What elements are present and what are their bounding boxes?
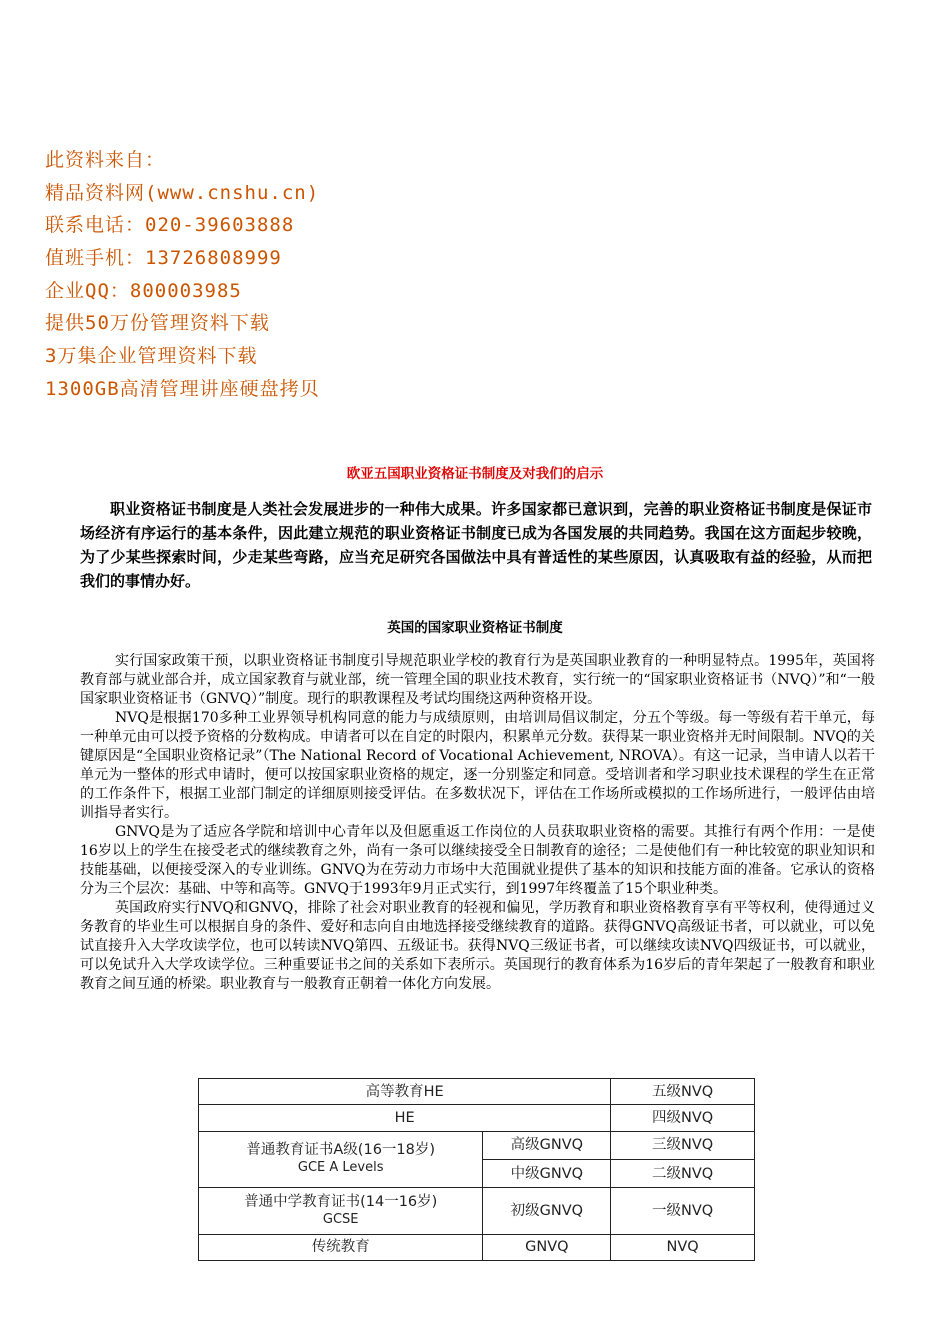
promo-line: 此资料来自： xyxy=(45,149,166,171)
table-cell: 五级NVQ xyxy=(611,1079,755,1105)
certificate-relation-table xyxy=(198,1078,755,1261)
body-paragraph: NVQ是根据170多种工业界领导机构同意的能力与成绩原则，由培训局倡议制定，分五个等级。每一等级有若干单元，每一种单元由可以授予资格的分数构成。申请者可以在自定的时限内，积累单元分数。获得某一职业资格并无时间限制。NVQ的关键原因是“全国职业资格记录”（The National Record of Vocational Achievement, NROVA）。有这一记录，当申请人以若干单元为一整体的形式申请时，便可以按国家职业资格的规定，逐一分别鉴定和同意。受培训者和学习职业技术课程的学生在正常的工作条件下，根据工业部门制定的详细原则接受评估。在多数状况下，评估在工作场所或模拟的工作场所进行，一般评估由培训指导者实行。 xyxy=(80,710,875,821)
table-cell: 高等教育HE xyxy=(199,1079,611,1105)
section-title: 英国的国家职业资格证书制度 xyxy=(387,620,563,636)
table-cell: HE xyxy=(199,1105,611,1131)
promo-line: 3万集企业管理资料下载 xyxy=(45,345,258,368)
body-paragraph: GNVQ是为了适应各学院和培训中心青年以及但愿重返工作岗位的人员获取职业资格的需要。其推行有两个作用：一是使16岁以上的学生在接受老式的继续教育之外，尚有一条可以继续接受全日制教育的途径；二是使他们有一种比较宽的职业知识和技能基础，以便接受深入的专业训练。GNVQ为在劳动力市场中大范围就业提供了基本的知识和技能方面的准备。它承认的资格分为三个层次：基础、中等和高等。GNVQ于1993年9月正式实行，到1997年终覆盖了15个职业种类。 xyxy=(80,824,875,897)
table-cell: 中级GNVQ xyxy=(483,1159,611,1187)
gce-a-label: 普通教育证书A级(16一18岁) xyxy=(246,1142,436,1159)
table-cell: GNVQ xyxy=(483,1234,611,1260)
table-cell: 二级NVQ xyxy=(611,1159,755,1187)
table-row xyxy=(199,1079,755,1105)
section-body xyxy=(80,652,875,994)
gcse-english: GCSE xyxy=(322,1211,359,1227)
document-title: 欧亚五国职业资格证书制度及对我们的启示 xyxy=(346,466,604,482)
intro-paragraph: 职业资格证书制度是人类社会发展进步的一种伟大成果。许多国家都已意识到，完善的职业资格证书制度是保证市场经济有序运行的基本条件，因此建立规范的职业资格证书制度已成为各国发展的共同趋势。我国在这方面起步较晚，为了少某些探索时间，少走某些弯路，应当充足研究各国做法中具有普适性的某些原因，认真吸取有益的经验，从而把我们的事情办好。 xyxy=(80,500,872,590)
promo-line: 企业QQ：800003985 xyxy=(45,279,242,302)
table-cell: 高级GNVQ xyxy=(483,1131,611,1159)
table-cell: 三级NVQ xyxy=(611,1131,755,1159)
table-cell: 初级GNVQ xyxy=(483,1188,611,1235)
promo-line: 提供50万份管理资料下载 xyxy=(45,312,270,335)
promo-line: 值班手机：13726808999 xyxy=(45,247,282,270)
table-row xyxy=(199,1105,755,1131)
table-cell xyxy=(199,1131,483,1188)
promo-block xyxy=(45,144,320,406)
table-row xyxy=(199,1188,755,1235)
table-cell: 一级NVQ xyxy=(611,1188,755,1235)
table-cell: 四级NVQ xyxy=(611,1105,755,1131)
body-paragraph: 实行国家政策干预，以职业资格证书制度引导规范职业学校的教育行为是英国职业教育的一种明显特点。1995年，英国将教育部与就业部合并，成立国家教育与就业部，统一管理全国的职业技术教育，实行统一的“国家职业资格证书（NVQ）”和“一般国家职业资格证书（GNVQ）”制度。现行的职教课程及考试均围绕这两种资格开设。 xyxy=(80,653,875,707)
gce-a-english: GCE A Levels xyxy=(297,1160,384,1176)
table-row xyxy=(199,1131,755,1159)
table-row xyxy=(199,1234,755,1260)
table-cell: NVQ xyxy=(611,1234,755,1260)
promo-line: 精品资料网(www.cnshu.cn) xyxy=(45,181,320,204)
gcse-label: 普通中学教育证书(14一16岁) xyxy=(244,1193,438,1210)
table-cell xyxy=(199,1188,483,1235)
promo-line: 1300GB高清管理讲座硬盘拷贝 xyxy=(45,377,320,400)
body-paragraph: 英国政府实行NVQ和GNVQ，排除了社会对职业教育的轻视和偏见，学历教育和职业资格教育享有平等权利，使得通过义务教育的毕业生可以根据自身的条件、爱好和志向自由地选择接受继续教育的道路。获得GNVQ高级证书者，可以就业，可以免试直接升入大学攻读学位，也可以转读NVQ第四、五级证书。获得NVQ三级证书者，可以继续攻读NVQ四级证书，可以就业，可以免试升入大学攻读学位。三种重要证书之间的关系如下表所示。英国现行的教育体系为16岁后的青年架起了一般教育和职业教育之间互通的桥梁。职业教育与一般教育正朝着一体化方向发展。 xyxy=(80,900,875,992)
promo-line: 联系电话：020-39603888 xyxy=(45,214,295,237)
table-cell: 传统教育 xyxy=(199,1234,483,1260)
